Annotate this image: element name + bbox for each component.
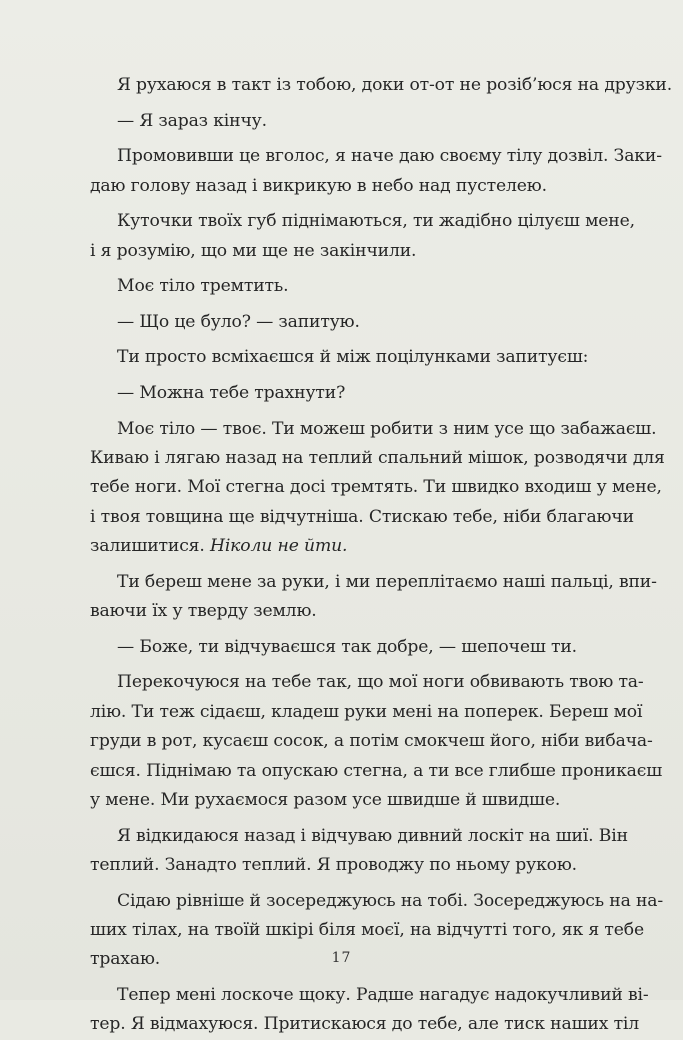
paragraph <box>90 568 657 627</box>
text-line: трахаю. <box>90 949 161 970</box>
text-line: Сідаю рівніше й зосереджуюсь на тобі. Зосереджуюсь на на- <box>117 890 664 911</box>
text-line: — Боже, ти відчуваєшся так добре, — шепочеш ти. <box>117 636 577 657</box>
text-line: єшся. Піднімаю та опускаю стегна, а ти все глибше проникаєш <box>90 760 663 781</box>
text-line: груди в рот, кусаєш сосок, а потім смокчеш його, ніби вибача- <box>90 731 653 752</box>
paragraph <box>90 415 665 562</box>
text-line: Тепер мені лоскоче щоку. Радше нагадує надокучливий ві- <box>117 985 649 1005</box>
text-line: Я рухаюся в такт із тобою, доки от-от не розіб’юся на друзки. <box>117 75 673 95</box>
paragraph <box>90 308 606 337</box>
text-line: — Що це було? — запитую. <box>117 311 360 332</box>
text-line: теплий. Занадто теплий. Я проводжу по ньому рукою. <box>90 855 577 875</box>
text-line: — Я зараз кінчу. <box>117 110 267 131</box>
text-line: Моє тіло — твоє. Ти можеш робити з ним усе що забажаєш. <box>117 418 657 439</box>
paragraph <box>90 379 606 408</box>
text-line: Я відкидаюся назад і відчуваю дивний лоскіт на шиї. Він <box>117 825 628 846</box>
text-line: даю голову назад і викрикую в небо над пустелею. <box>90 175 547 196</box>
paragraph <box>90 272 606 301</box>
text-line: Моє тіло тремтить. <box>117 276 289 297</box>
body-text <box>90 71 673 1040</box>
text-line: — Можна тебе трахнути? <box>117 382 346 403</box>
text-line: Ти просто всміхаєшся й між поцілунками запитуєш: <box>117 347 589 368</box>
text-line: Перекочуюся на тебе так, що мої ноги обвивають твою та- <box>117 672 644 693</box>
paragraph <box>90 822 628 881</box>
text-line: тебе ноги. Мої стегна досі тремтять. Ти швидко входиш у мене, <box>90 477 662 498</box>
paragraph <box>90 633 606 662</box>
text-line <box>90 532 606 561</box>
text-line: ших тілах, на твоїй шкірі біля моєї, на відчутті того, як я тебе <box>90 920 644 940</box>
text-plain: залишитися. <box>90 536 210 557</box>
paragraph <box>90 343 606 372</box>
text-line: лію. Ти теж сідаєш, кладеш руки мені на поперек. Береш мої <box>90 701 643 722</box>
text-line: ваючи їх у тверду землю. <box>90 601 317 622</box>
text-line: тер. Я відмахуюся. Притискаюся до тебе, але тиск наших тіл <box>90 1014 640 1035</box>
text-line: і твоя товщина ще відчутніша. Стискаю тебе, ніби благаючи <box>90 506 634 527</box>
paragraph <box>90 71 673 100</box>
text-line: Куточки твоїх губ піднімаються, ти жадібно цілуєш мене, <box>117 211 635 232</box>
text-line: Ти береш мене за руки, і ми переплітаємо наші пальці, впи- <box>117 571 657 592</box>
text-italic: Ніколи не йти. <box>210 536 348 557</box>
paragraph <box>90 207 635 266</box>
text-line: і я розумію, що ми ще не закінчили. <box>90 240 417 261</box>
text-line: Киваю і лягаю назад на теплий спальний мішок, розводячи для <box>90 447 665 468</box>
paragraph <box>90 142 662 201</box>
text-line: Промовивши це вголос, я наче даю своєму тілу дозвіл. Заки- <box>117 146 662 167</box>
paragraph <box>90 668 663 815</box>
paragraph <box>90 981 649 1040</box>
page-number: 17 <box>331 950 352 966</box>
text-line: у мене. Ми рухаємося разом усе швидше й швидше. <box>90 790 561 810</box>
paragraph <box>90 107 606 136</box>
